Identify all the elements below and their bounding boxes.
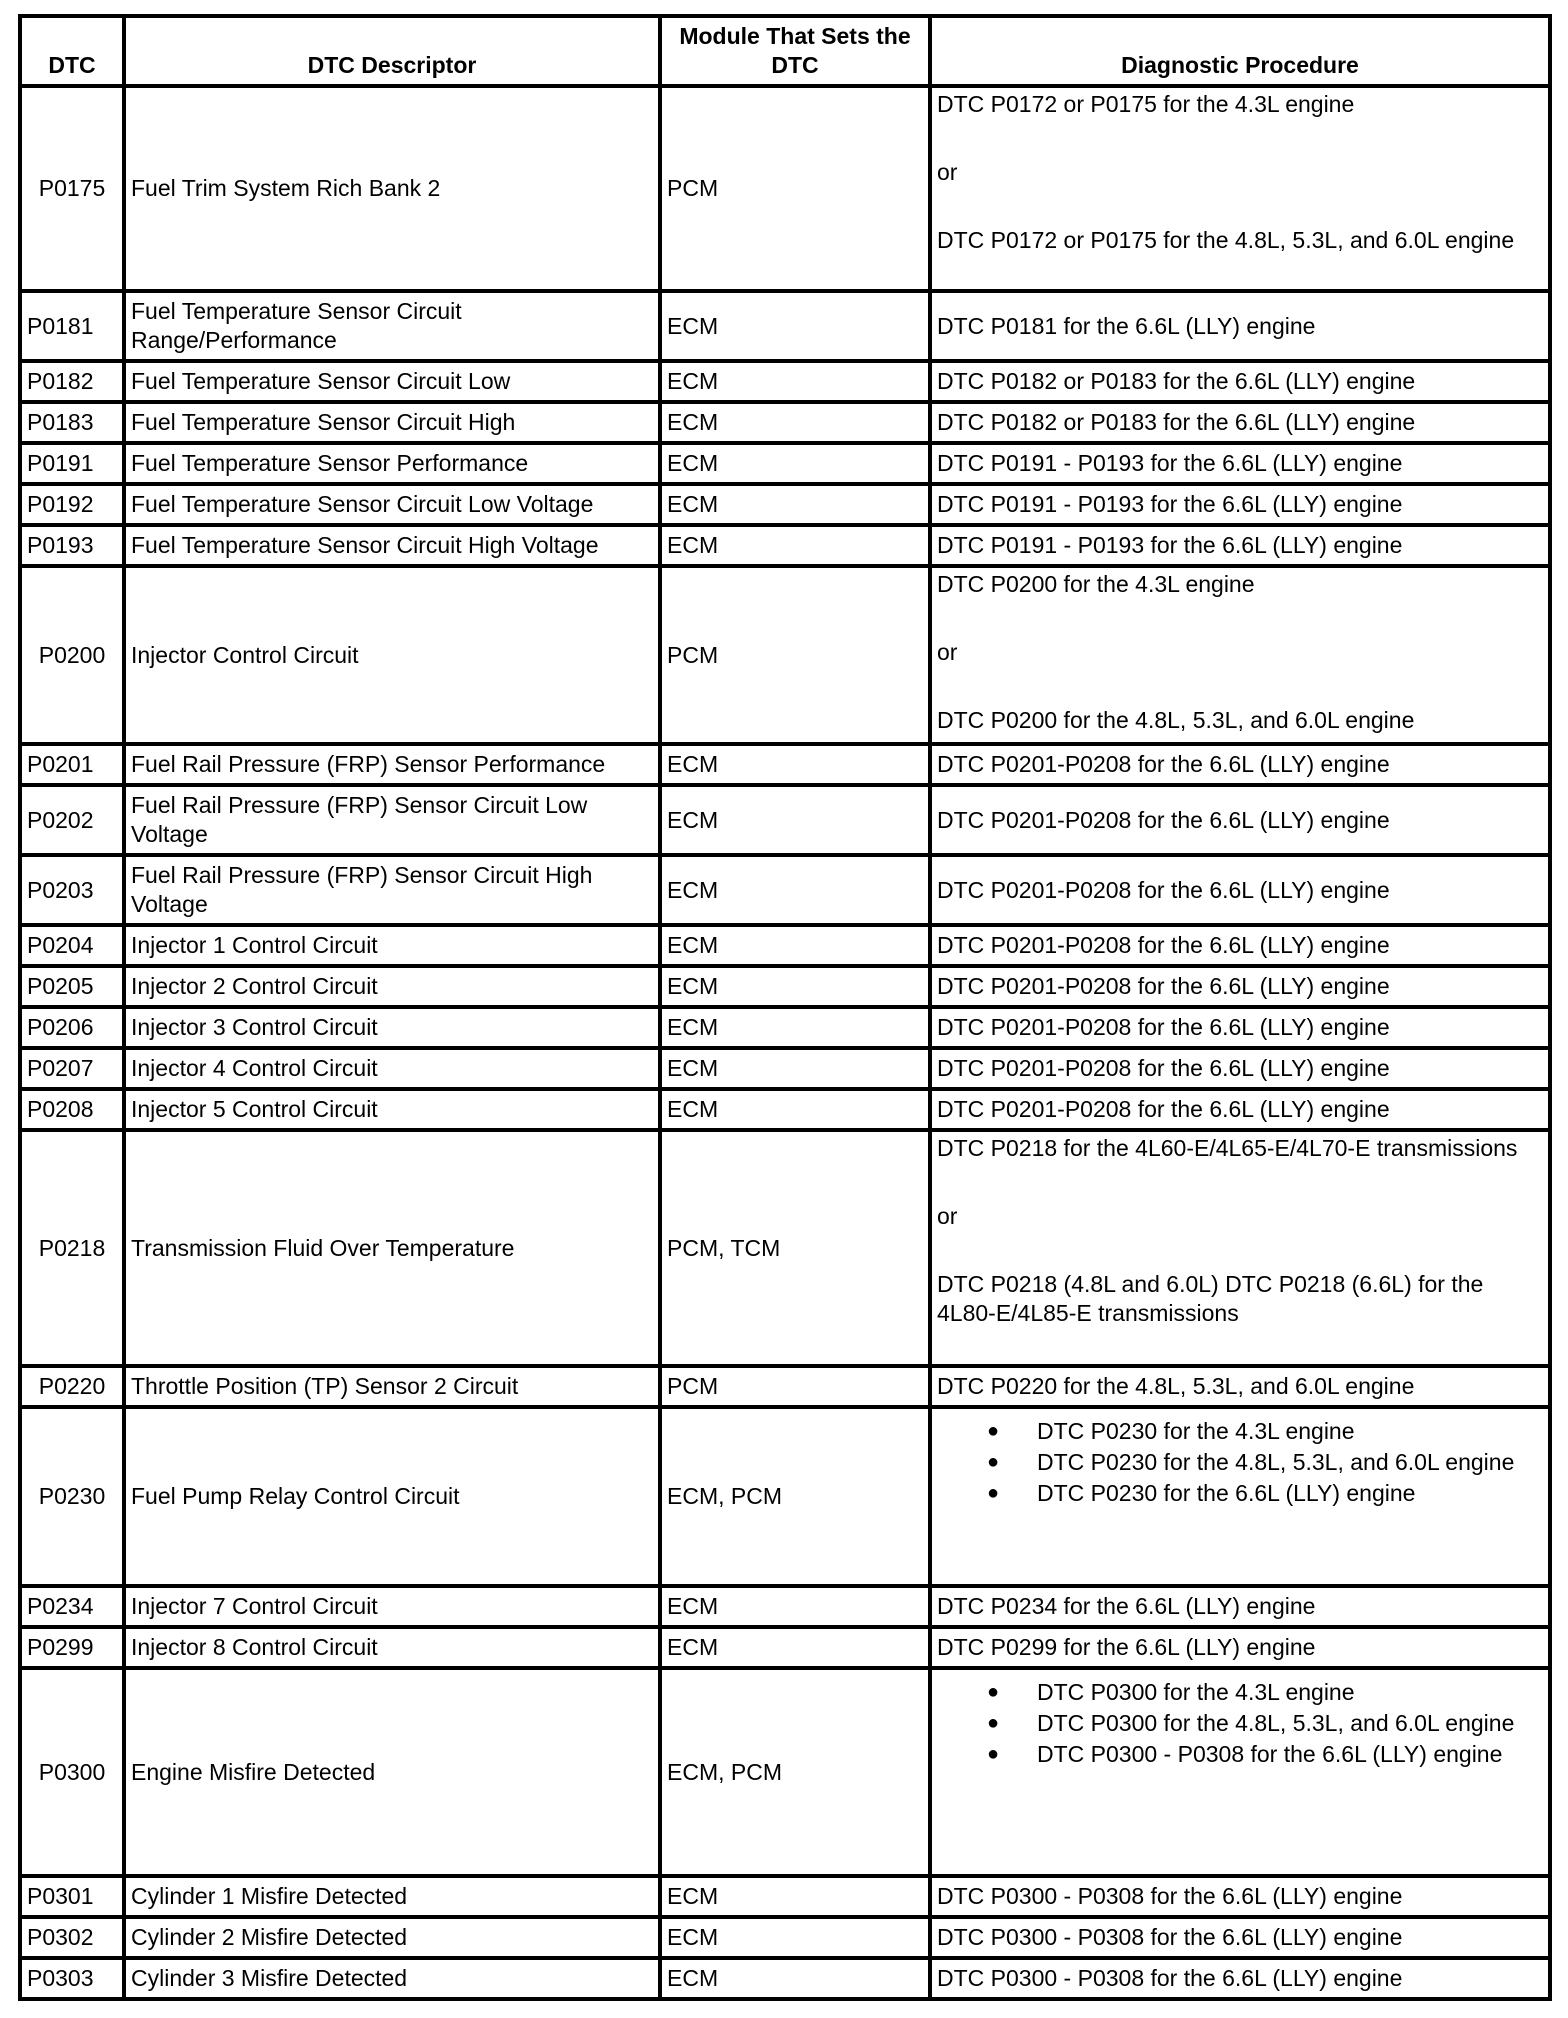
table-row [20, 361, 1550, 402]
dtc-descriptor: Injector 3 Control Circuit [124, 1007, 660, 1048]
table-row [20, 525, 1550, 566]
dtc-procedure: DTC P0181 for the 6.6L (LLY) engine [930, 291, 1550, 361]
dtc-module: ECM [660, 1917, 930, 1958]
dtc-descriptor: Transmission Fluid Over Temperature [124, 1130, 660, 1366]
dtc-code: P0204 [20, 925, 124, 966]
dtc-descriptor: Fuel Temperature Sensor Circuit Low [124, 361, 660, 402]
dtc-descriptor: Cylinder 1 Misfire Detected [124, 1876, 660, 1917]
dtc-code: P0203 [20, 855, 124, 925]
header-row [20, 16, 1550, 86]
table-row [20, 402, 1550, 443]
table-row [20, 1089, 1550, 1130]
table-row [20, 1917, 1550, 1958]
dtc-module: ECM [660, 1958, 930, 1999]
dtc-procedure: DTC P0220 for the 4.8L, 5.3L, and 6.0L engine [930, 1366, 1550, 1407]
dtc-module: ECM [660, 1876, 930, 1917]
list-item-text: DTC P0230 for the 6.6L (LLY) engine [1037, 1480, 1416, 1506]
dtc-code: P0206 [20, 1007, 124, 1048]
table-row [20, 1876, 1550, 1917]
dtc-procedure: DTC P0182 or P0183 for the 6.6L (LLY) engine [930, 402, 1550, 443]
dtc-descriptor: Fuel Rail Pressure (FRP) Sensor Performance [124, 744, 660, 785]
dtc-code: P0208 [20, 1089, 124, 1130]
dtc-module: PCM [660, 86, 930, 291]
procedure-line: DTC P0218 (4.8L and 6.0L) DTC P0218 (6.6L) for the 4L80-E/4L85-E transmissions [937, 1271, 1484, 1326]
list-item [987, 1448, 1543, 1477]
dtc-procedure: DTC P0201-P0208 for the 6.6L (LLY) engine [930, 744, 1550, 785]
dtc-procedure: DTC P0191 - P0193 for the 6.6L (LLY) engine [930, 484, 1550, 525]
bullet-icon: ● [987, 1712, 1000, 1734]
dtc-descriptor: Fuel Temperature Sensor Circuit High Voltage [124, 525, 660, 566]
list-item [987, 1479, 1543, 1508]
list-item [987, 1709, 1543, 1738]
dtc-module: ECM [660, 855, 930, 925]
dtc-code: P0300 [20, 1668, 124, 1876]
dtc-module: ECM [660, 1586, 930, 1627]
table-row [20, 1366, 1550, 1407]
bullet-icon: ● [987, 1420, 1000, 1442]
bullet-icon: ● [987, 1451, 1000, 1473]
list-item-text: DTC P0300 - P0308 for the 6.6L (LLY) engine [1037, 1741, 1503, 1767]
dtc-procedure [930, 86, 1550, 291]
dtc-procedure: DTC P0300 - P0308 for the 6.6L (LLY) engine [930, 1958, 1550, 1999]
dtc-module: ECM [660, 1048, 930, 1089]
table-row [20, 1627, 1550, 1668]
table-row [20, 291, 1550, 361]
dtc-module: ECM, PCM [660, 1407, 930, 1586]
procedure-line: or [937, 159, 958, 185]
dtc-descriptor: Cylinder 2 Misfire Detected [124, 1917, 660, 1958]
list-item-text: DTC P0300 for the 4.3L engine [1037, 1679, 1355, 1705]
procedure-line: DTC P0200 for the 4.8L, 5.3L, and 6.0L engine [937, 707, 1415, 733]
list-item-text: DTC P0300 for the 4.8L, 5.3L, and 6.0L engine [1037, 1710, 1515, 1736]
table-row [20, 1007, 1550, 1048]
dtc-code: P0202 [20, 785, 124, 855]
table-row [20, 744, 1550, 785]
table-row [20, 484, 1550, 525]
dtc-module: ECM [660, 925, 930, 966]
table-row [20, 855, 1550, 925]
dtc-module: ECM [660, 744, 930, 785]
dtc-descriptor: Injector 1 Control Circuit [124, 925, 660, 966]
dtc-code: P0234 [20, 1586, 124, 1627]
dtc-code: P0183 [20, 402, 124, 443]
dtc-code: P0207 [20, 1048, 124, 1089]
dtc-code: P0230 [20, 1407, 124, 1586]
dtc-code: P0193 [20, 525, 124, 566]
table-row [20, 1958, 1550, 1999]
dtc-code: P0200 [20, 566, 124, 744]
dtc-module: ECM [660, 291, 930, 361]
procedure-line: DTC P0200 for the 4.3L engine [937, 571, 1255, 597]
dtc-procedure: DTC P0201-P0208 for the 6.6L (LLY) engine [930, 1048, 1550, 1089]
bullet-icon: ● [987, 1482, 1000, 1504]
list-item [987, 1678, 1543, 1707]
dtc-code: P0181 [20, 291, 124, 361]
dtc-descriptor: Throttle Position (TP) Sensor 2 Circuit [124, 1366, 660, 1407]
dtc-table [18, 14, 1552, 2001]
bullet-icon: ● [987, 1743, 1000, 1765]
procedure-bullet-list [937, 1678, 1543, 1769]
table-row [20, 785, 1550, 855]
header-procedure: Diagnostic Procedure [930, 16, 1550, 86]
table-row [20, 966, 1550, 1007]
dtc-descriptor: Fuel Temperature Sensor Performance [124, 443, 660, 484]
table-row [20, 925, 1550, 966]
header-module: Module That Sets the DTC [660, 16, 930, 86]
table-row [20, 1668, 1550, 1876]
dtc-procedure: DTC P0300 - P0308 for the 6.6L (LLY) engine [930, 1876, 1550, 1917]
dtc-descriptor: Cylinder 3 Misfire Detected [124, 1958, 660, 1999]
dtc-module: ECM [660, 966, 930, 1007]
table-row [20, 1407, 1550, 1586]
dtc-code: P0192 [20, 484, 124, 525]
dtc-procedure [930, 1130, 1550, 1366]
dtc-descriptor: Injector 8 Control Circuit [124, 1627, 660, 1668]
dtc-procedure: DTC P0299 for the 6.6L (LLY) engine [930, 1627, 1550, 1668]
table-row [20, 443, 1550, 484]
dtc-module: ECM [660, 1007, 930, 1048]
dtc-code: P0201 [20, 744, 124, 785]
procedure-line: DTC P0172 or P0175 for the 4.8L, 5.3L, and 6.0L engine [937, 227, 1515, 253]
dtc-descriptor: Injector Control Circuit [124, 566, 660, 744]
dtc-descriptor: Injector 7 Control Circuit [124, 1586, 660, 1627]
dtc-code: P0205 [20, 966, 124, 1007]
dtc-code: P0220 [20, 1366, 124, 1407]
dtc-module: ECM [660, 1627, 930, 1668]
dtc-module: PCM, TCM [660, 1130, 930, 1366]
dtc-code: P0302 [20, 1917, 124, 1958]
table-row [20, 1048, 1550, 1089]
dtc-descriptor: Fuel Pump Relay Control Circuit [124, 1407, 660, 1586]
bullet-icon: ● [987, 1681, 1000, 1703]
header-descriptor: DTC Descriptor [124, 16, 660, 86]
dtc-procedure [930, 1407, 1550, 1586]
procedure-line: or [937, 1203, 958, 1229]
dtc-descriptor: Engine Misfire Detected [124, 1668, 660, 1876]
dtc-module: PCM [660, 566, 930, 744]
dtc-code: P0301 [20, 1876, 124, 1917]
dtc-procedure: DTC P0201-P0208 for the 6.6L (LLY) engine [930, 966, 1550, 1007]
dtc-module: ECM [660, 443, 930, 484]
procedure-line: DTC P0172 or P0175 for the 4.3L engine [937, 91, 1355, 117]
list-item [987, 1740, 1543, 1769]
dtc-procedure: DTC P0201-P0208 for the 6.6L (LLY) engine [930, 785, 1550, 855]
table-row [20, 566, 1550, 744]
dtc-code: P0191 [20, 443, 124, 484]
dtc-descriptor: Injector 4 Control Circuit [124, 1048, 660, 1089]
dtc-module: PCM [660, 1366, 930, 1407]
dtc-module: ECM [660, 785, 930, 855]
dtc-descriptor: Fuel Rail Pressure (FRP) Sensor Circuit High Voltage [124, 855, 660, 925]
dtc-descriptor: Fuel Trim System Rich Bank 2 [124, 86, 660, 291]
document-page [18, 14, 1548, 2001]
list-item-text: DTC P0230 for the 4.3L engine [1037, 1418, 1355, 1444]
dtc-code: P0182 [20, 361, 124, 402]
dtc-code: P0303 [20, 1958, 124, 1999]
dtc-module: ECM, PCM [660, 1668, 930, 1876]
dtc-procedure [930, 566, 1550, 744]
dtc-procedure: DTC P0201-P0208 for the 6.6L (LLY) engine [930, 1089, 1550, 1130]
list-item [987, 1417, 1543, 1446]
dtc-procedure: DTC P0300 - P0308 for the 6.6L (LLY) engine [930, 1917, 1550, 1958]
dtc-procedure: DTC P0191 - P0193 for the 6.6L (LLY) engine [930, 525, 1550, 566]
dtc-descriptor: Fuel Rail Pressure (FRP) Sensor Circuit Low Voltage [124, 785, 660, 855]
procedure-line: or [937, 639, 958, 665]
dtc-module: ECM [660, 525, 930, 566]
dtc-procedure: DTC P0201-P0208 for the 6.6L (LLY) engine [930, 925, 1550, 966]
dtc-code: P0218 [20, 1130, 124, 1366]
header-dtc: DTC [20, 16, 124, 86]
dtc-procedure [930, 1668, 1550, 1876]
dtc-descriptor: Injector 2 Control Circuit [124, 966, 660, 1007]
dtc-code: P0299 [20, 1627, 124, 1668]
dtc-descriptor: Fuel Temperature Sensor Circuit Low Voltage [124, 484, 660, 525]
dtc-procedure: DTC P0234 for the 6.6L (LLY) engine [930, 1586, 1550, 1627]
procedure-bullet-list [937, 1417, 1543, 1508]
table-row [20, 1130, 1550, 1366]
table-row [20, 1586, 1550, 1627]
dtc-procedure: DTC P0191 - P0193 for the 6.6L (LLY) engine [930, 443, 1550, 484]
dtc-procedure: DTC P0201-P0208 for the 6.6L (LLY) engine [930, 1007, 1550, 1048]
dtc-procedure: DTC P0182 or P0183 for the 6.6L (LLY) engine [930, 361, 1550, 402]
list-item-text: DTC P0230 for the 4.8L, 5.3L, and 6.0L engine [1037, 1449, 1515, 1475]
dtc-descriptor: Injector 5 Control Circuit [124, 1089, 660, 1130]
dtc-module: ECM [660, 484, 930, 525]
dtc-module: ECM [660, 1089, 930, 1130]
dtc-module: ECM [660, 361, 930, 402]
procedure-line: DTC P0218 for the 4L60-E/4L65-E/4L70-E transmissions [937, 1135, 1518, 1161]
table-row [20, 86, 1550, 291]
dtc-procedure: DTC P0201-P0208 for the 6.6L (LLY) engine [930, 855, 1550, 925]
dtc-module: ECM [660, 402, 930, 443]
dtc-descriptor: Fuel Temperature Sensor Circuit Range/Performance [124, 291, 660, 361]
dtc-code: P0175 [20, 86, 124, 291]
dtc-descriptor: Fuel Temperature Sensor Circuit High [124, 402, 660, 443]
